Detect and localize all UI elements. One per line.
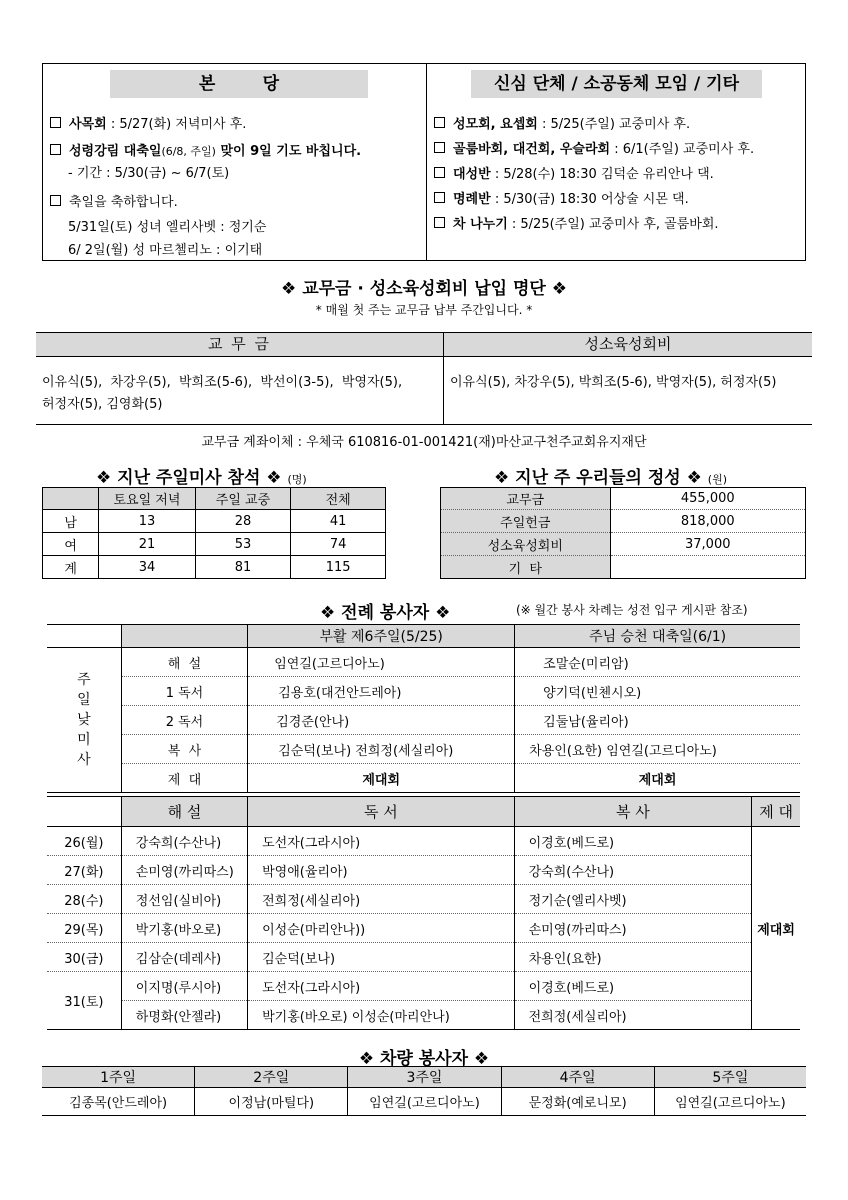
table-row: 31(토) 이지명(루시아) 도선자(그라시아) 이경호(베드로) — [47, 972, 800, 1001]
table-row: 주일헌금 818,000 — [441, 510, 806, 533]
checkbox-icon — [50, 117, 61, 128]
table-row: 30(금) 김삼순(데레사) 김순덕(보나) 차용인(요한) — [47, 943, 800, 972]
table-row: 1주일 2주일 3주일 4주일 5주일 — [42, 1067, 806, 1088]
table-row: 성소육성회비 37,000 — [441, 533, 806, 556]
table-row: 해 설 독 서 복 사 제 대 — [47, 797, 800, 827]
dues-title: ❖ 교무금 · 성소육성회비 납입 명단 ❖ — [281, 279, 567, 299]
dues-note: * 매월 첫 주는 교무금 납부 주간입니다. * — [315, 303, 533, 317]
sunday-liturgy-table — [47, 624, 800, 793]
table-row: 기 타 — [441, 556, 806, 579]
checkbox-icon — [50, 144, 61, 155]
notice-subitem: 6/ 2일(월) 성 마르첼리노 : 이기태 — [68, 243, 263, 258]
notice-subitem: - 기간 : 5/30(금) ~ 6/7(토) — [68, 166, 230, 181]
table-row: 토요일 저녁 주일 교중 전체 — [43, 488, 386, 510]
vehicle-table — [42, 1066, 806, 1116]
parish-header: 본 당 — [110, 70, 368, 98]
groups-header: 신심 단체 / 소공동체 모임 / 기타 — [471, 70, 762, 98]
table-row: 부활 제6주일(5/25) 주님 승천 대축일(6/1) — [47, 625, 800, 648]
notice-subitem: 5/31일(토) 성녀 엘리사벳 : 정기순 — [68, 220, 267, 235]
table-row: 1 독서 김용호(대건안드레아) 양기덕(빈첸시오) — [47, 677, 800, 706]
dues-divider — [443, 333, 444, 424]
table-row: 김종목(안드레아) 이정남(마틸다) 임연길(고르디아노) 문정화(예로니모) 임연길(고르디아노) — [42, 1088, 806, 1116]
vehicle-title: ❖ 차량 봉사자 ❖ — [358, 1049, 490, 1069]
table-row: 28(수) 정선임(실비아) 전희정(세실리아) 정기순(엘리사벳) — [47, 885, 800, 914]
notice-item: 성령강림 대축일(6/8, 주일) 맞이 9일 기도 바칩니다. — [50, 140, 361, 159]
weekday-liturgy-table — [47, 796, 800, 1030]
table-row: 교무금 455,000 — [441, 488, 806, 510]
table-row: 제 대 제대회 제대회 — [47, 764, 800, 793]
notice-item: 축일을 축하합니다. — [50, 191, 178, 210]
checkbox-icon — [434, 217, 445, 228]
dues-col2-text: 이유식(5), 차강우(5), 박희조(5-6), 박영자(5), 허정자(5) — [450, 375, 777, 390]
table-row: 복 사 김순덕(보나) 전희정(세실리아) 차용인(요한) 임연길(고르디아노) — [47, 735, 800, 764]
dues-col2-header: 성소육성회비 — [444, 333, 812, 357]
table-row: 남 13 28 41 — [43, 510, 386, 533]
notice-item: 골룸바회, 대건회, 우슬라회 : 6/1(주일) 교중미사 후. — [434, 138, 754, 157]
notice-item: 사목회 : 5/27(화) 저녁미사 후. — [50, 113, 246, 132]
table-row: 2 독서 김경준(안나) 김둘남(율리아) — [47, 706, 800, 735]
altar-cell: 제대회 — [757, 922, 795, 938]
liturgy-note: (※ 월간 봉사 차례는 성전 입구 게시판 참조) — [516, 603, 748, 617]
group-notices — [426, 63, 806, 261]
parish-notices — [42, 63, 426, 261]
table-row: 여 21 53 74 — [43, 533, 386, 556]
attendance-table — [42, 487, 386, 579]
dues-col1-header: 교 무 금 — [36, 333, 443, 357]
notice-item: 차 나누기 : 5/25(주일) 교중미사 후, 골룸바회. — [434, 213, 719, 232]
table-row: 하명화(안젤라) 박기홍(바오로) 이성순(마리안나) 전희정(세실리아) — [47, 1001, 800, 1030]
account-info: 교무금 계좌이체 : 우체국 610816-01-001421(재)마산교구천주교회유지재단 — [201, 435, 647, 450]
offering-table — [440, 487, 806, 579]
checkbox-icon — [434, 142, 445, 153]
checkbox-icon — [50, 195, 61, 206]
table-row: 29(목) 박기홍(바오로) 이성순(마리안나)) 손미영(까리따스) — [47, 914, 800, 943]
notice-item: 성모회, 요셉회 : 5/25(주일) 교중미사 후. — [434, 113, 690, 132]
liturgy-title: ❖ 전례 봉사자 ❖ — [320, 603, 451, 623]
dues-col1-line2: 허정자(5), 김영화(5) — [42, 397, 163, 412]
notice-item: 대성반 : 5/28(수) 18:30 김덕순 유리안나 댁. — [434, 163, 714, 182]
table-row: 27(화) 손미영(까리따스) 박영애(율리아) 강숙희(수산나) — [47, 856, 800, 885]
dues-col1-line1: 이유식(5), 차강우(5), 박희조(5-6), 박선이(3-5), 박영자(5), — [42, 375, 403, 390]
sunday-mass-label: 주일낮미사 — [77, 672, 91, 768]
checkbox-icon — [434, 117, 445, 128]
table-row: 주일낮미사 해 설 임연길(고르디아노) 조말순(미리암) — [47, 648, 800, 677]
checkbox-icon — [434, 167, 445, 178]
notice-item: 명례반 : 5/30(금) 18:30 어상술 시몬 댁. — [434, 188, 689, 207]
offering-title: ❖ 지난 주 우리들의 정성 ❖ (원) — [494, 468, 728, 488]
dues-table — [36, 332, 812, 425]
table-row: 계 34 81 115 — [43, 556, 386, 579]
attendance-title: ❖ 지난 주일미사 참석 ❖ (명) — [96, 468, 307, 488]
table-row: 26(월) 강숙희(수산나) 도선자(그라시아) 이경호(베드로) 제대회 — [47, 827, 800, 856]
checkbox-icon — [434, 192, 445, 203]
